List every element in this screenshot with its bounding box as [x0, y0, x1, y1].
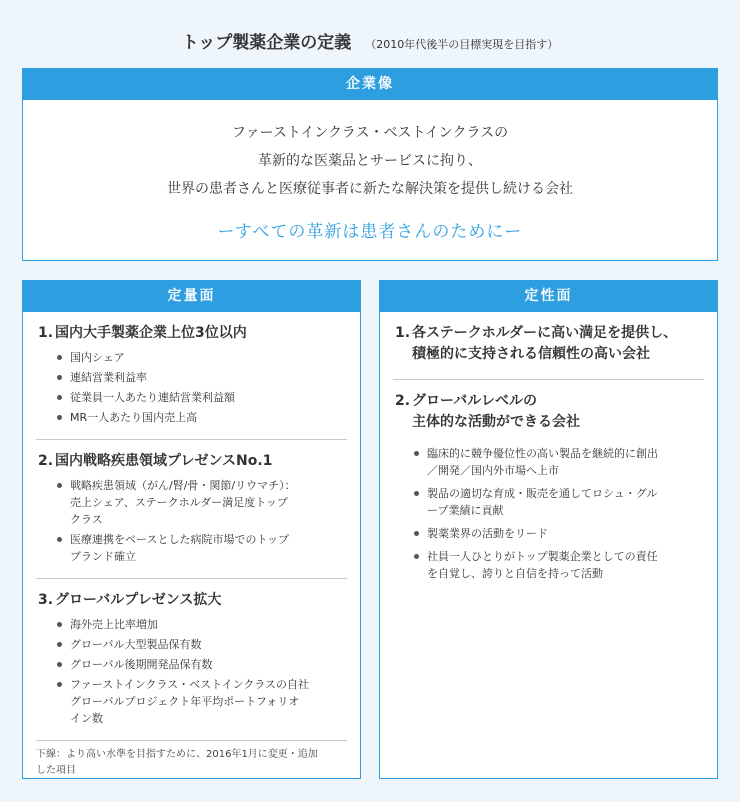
list-item: 海外売上比率増加: [56, 616, 347, 633]
page-title-main: トップ製薬企業の定義: [181, 33, 352, 53]
vision-box: [22, 68, 718, 261]
section-number: 2.: [38, 453, 54, 469]
section-heading: グローバルレベルの 主体的な活動ができる会社: [412, 393, 580, 430]
qualitative-header: 定性面: [380, 281, 717, 312]
section-title: [36, 451, 347, 472]
list-item: 戦略疾患領域（がん/腎/骨・関節/リウマチ）： 売上シェア、ステークホルダー満足度トップ クラス: [56, 477, 347, 528]
section-heading: 国内大手製薬企業上位3位以内: [55, 325, 247, 341]
section-list: [36, 349, 347, 426]
qualitative-section-2: [393, 380, 704, 602]
vision-slogan: ーすべての革新は患者さんのためにー: [217, 222, 523, 242]
quantitative-box: [22, 280, 361, 779]
section-heading: 国内戦略疾患領域プレゼンスNo.1: [55, 453, 273, 469]
section-heading: グローバルプレゼンス拡大: [55, 592, 222, 608]
quantitative-section-2: [36, 440, 347, 579]
section-number: 1.: [38, 325, 54, 341]
list-item: 連結営業利益率: [56, 369, 347, 386]
list-item: 医療連携をベースとした病院市場でのトップ ブランド確立: [56, 531, 347, 565]
quantitative-section-1: [36, 312, 347, 440]
section-list: [36, 477, 347, 565]
section-list: [36, 616, 347, 727]
section-title: [36, 590, 347, 611]
vision-header: 企業像: [23, 69, 717, 100]
section-number: 1.: [395, 325, 411, 341]
section-number: 2.: [395, 393, 411, 409]
section-list: [393, 445, 704, 582]
section-title: [393, 391, 704, 433]
page-title-sub: （2010年代後半の目標実現を目指す）: [365, 38, 559, 51]
section-heading: 各ステークホルダーに高い満足を提供し、 積極的に支持される信頼性の高い会社: [412, 325, 678, 362]
list-item: 国内シェア: [56, 349, 347, 366]
section-title: [393, 323, 704, 365]
qualitative-box: [379, 280, 718, 779]
list-item: グローバル大型製品保有数: [56, 636, 347, 653]
qualitative-section-1: [393, 312, 704, 380]
list-item: 製薬業界の活動をリード: [413, 525, 704, 542]
footnote: 下線：より高い水準を目指すために、2016年1月に変更・追加 した項目: [36, 749, 318, 776]
vision-line: 革新的な医薬品とサービスに拘り、: [258, 153, 482, 169]
list-item: グローバル後期開発品保有数: [56, 656, 347, 673]
vision-lines: [23, 119, 717, 203]
list-item: 社員一人ひとりがトップ製薬企業としての責任 を自覚し、誇りと自信を持って活動: [413, 548, 704, 582]
vision-line: ファーストインクラス・ベストインクラスの: [231, 125, 509, 141]
list-item: 製品の適切な育成・販売を通してロシュ・グル ープ業績に貢献: [413, 485, 704, 519]
section-number: 3.: [38, 592, 54, 608]
list-item: 従業員一人あたり連結営業利益額: [56, 389, 347, 406]
list-item: ファーストインクラス・ベストインクラスの自社 グローバルプロジェクト年平均ポートフォリオ イン数: [56, 676, 347, 727]
quantitative-header: 定量面: [23, 281, 360, 312]
quantitative-section-3: [36, 579, 347, 741]
page-title: [0, 28, 740, 53]
vision-line: 世界の患者さんと医療従事者に新たな解決策を提供し続ける会社: [167, 181, 573, 197]
list-item: MR一人あたり国内売上高: [56, 409, 347, 426]
section-title: [36, 323, 347, 344]
list-item: 臨床的に競争優位性の高い製品を継続的に創出 ／開発／国内外市場へ上市: [413, 445, 704, 479]
